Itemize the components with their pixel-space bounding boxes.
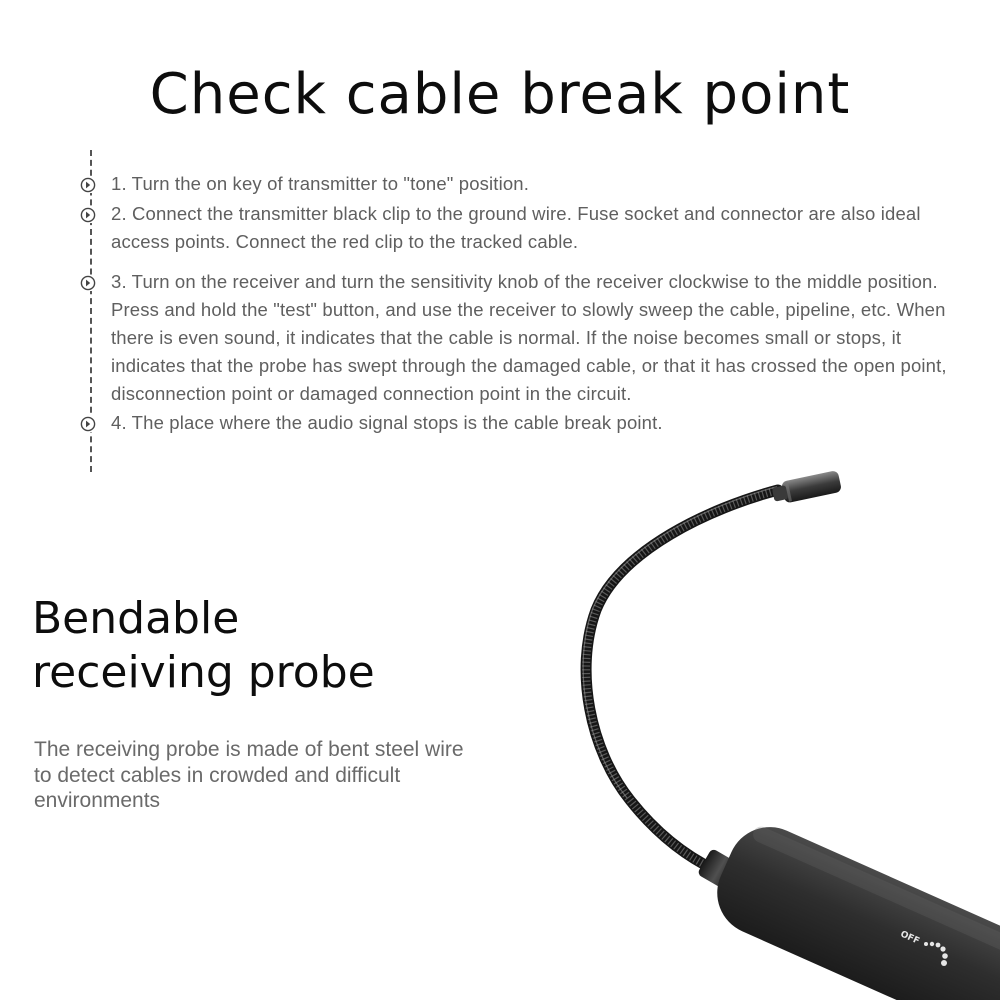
- step-item: [80, 200, 960, 256]
- circle-arrow-right-icon: [80, 416, 96, 432]
- step-item: [80, 268, 960, 407]
- circle-arrow-right-icon: [80, 177, 96, 193]
- circle-arrow-right-icon: [80, 275, 96, 291]
- receiver-body: [704, 814, 1000, 1000]
- step-text: 2. Connect the transmitter black clip to the ground wire. Fuse socket and connector are also ideal access points. Connect the red clip to the tracked cable.: [111, 202, 921, 252]
- steps-list: [80, 170, 960, 437]
- probe-tip: [771, 470, 842, 506]
- page-title: Check cable break point: [149, 61, 851, 127]
- step-text: 1. Turn the on key of transmitter to "tone" position.: [111, 173, 530, 194]
- step-item: [80, 170, 960, 198]
- step-text: 3. Turn on the receiver and turn the sensitivity knob of the receiver clockwise to the middle position. Press and hold the "test" button, and use the receiver to slowly sweep the cable, pipeline, etc. When there is even sound, it indicates that the cable is normal. If the noise becomes small or stops, it indicates that the probe has swept through the damaged cable, or that it has crossed the open point, disconnection point or damaged connection point in the circuit.: [111, 271, 947, 404]
- gooseneck-cable: [586, 490, 778, 870]
- step-item: [80, 409, 960, 437]
- feature-heading-line1: Bendable: [32, 593, 240, 644]
- off-switch-label: OFF: [898, 929, 921, 947]
- circle-arrow-right-icon: [80, 207, 96, 223]
- receiver-probe-image: [560, 460, 1000, 1000]
- feature-heading-line2: receiving probe: [32, 647, 375, 698]
- step-text: 4. The place where the audio signal stops is the cable break point.: [111, 412, 663, 434]
- feature-heading: [32, 592, 375, 700]
- feature-description: The receiving probe is made of bent steel wire to detect cables in crowded and difficult environments: [34, 738, 464, 812]
